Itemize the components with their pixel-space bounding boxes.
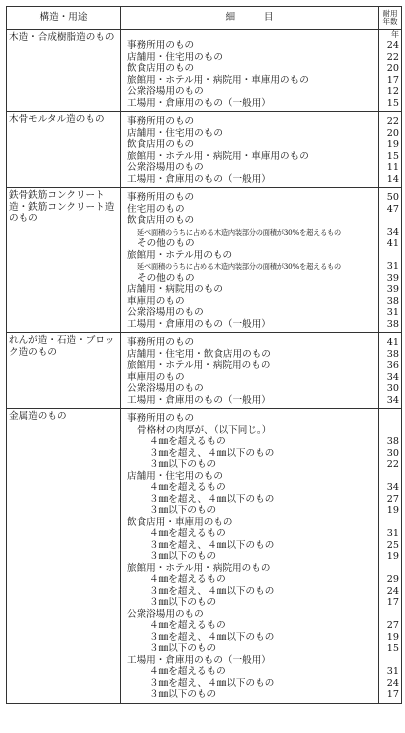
years-value: 41	[386, 337, 399, 348]
detail-item: ４㎜を超えるもの	[149, 666, 226, 677]
detail-item: ３㎜以下のもの	[149, 505, 217, 516]
detail-item: 工場用・倉庫用のもの（一般用）	[127, 654, 271, 666]
years-value: 30	[386, 447, 399, 459]
years-value: 17	[386, 597, 399, 608]
years-value: 15	[386, 643, 399, 654]
structure-cell: 木造・合成樹脂造のもの	[7, 30, 121, 112]
years-value: 12	[386, 86, 399, 97]
years-cell	[379, 409, 402, 704]
years-cell	[379, 188, 402, 333]
header-detail: 細 目	[121, 7, 379, 30]
detail-item: 事務所用のもの	[127, 413, 195, 424]
detail-item: 旅館用・ホテル用・病院用・車庫用のもの	[127, 74, 309, 86]
detail-item: ３㎜を超え、４㎜以下のもの	[149, 631, 275, 643]
years-value: 19	[386, 551, 399, 562]
detail-item: 工場用・倉庫用のもの（一般用）	[127, 318, 271, 330]
years-value: 20	[386, 127, 399, 139]
detail-item: 公衆浴場用のもの	[127, 383, 204, 394]
detail-item: 工場用・倉庫用のもの（一般用）	[127, 97, 271, 109]
years-value	[379, 655, 399, 667]
years-value: 30	[386, 383, 399, 394]
table-row	[7, 333, 402, 409]
structure-cell: 金属造のもの	[7, 409, 121, 704]
years-value	[379, 413, 399, 425]
years-cell	[379, 333, 402, 409]
detail-cell	[121, 188, 379, 333]
header-structure: 構造・用途	[7, 7, 121, 30]
years-value	[379, 563, 399, 575]
years-value: 15	[386, 150, 399, 162]
detail-item: 飲食店用・車庫用のもの	[127, 516, 233, 528]
years-value: 39	[386, 272, 399, 284]
detail-item: ４㎜を超えるもの	[149, 574, 226, 585]
detail-item: 公衆浴場用のもの	[127, 162, 204, 173]
detail-item: 飲食店用のもの	[127, 215, 195, 226]
years-value: 17	[386, 689, 399, 700]
detail-item: 旅館用・ホテル用・病院用のもの	[127, 360, 271, 371]
detail-item: 旅館用・ホテル用のもの	[127, 249, 233, 261]
detail-item: ３㎜以下のもの	[149, 597, 217, 608]
years-value: 38	[386, 295, 399, 307]
years-value	[379, 609, 399, 621]
table-row	[7, 409, 402, 704]
table-header-row	[7, 7, 402, 30]
detail-item: 事務所用のもの	[127, 40, 195, 51]
detail-item: 公衆浴場用のもの	[127, 608, 204, 620]
detail-item: ３㎜を超え、４㎜以下のもの	[149, 539, 275, 551]
years-value: 29	[386, 574, 399, 585]
years-value: 31	[386, 528, 399, 539]
table-row	[7, 188, 402, 333]
years-value: 38	[386, 318, 399, 330]
years-value: 39	[386, 284, 399, 295]
structure-cell: 鉄骨鉄筋コンクリート造・鉄筋コンクリート造のもの	[7, 188, 121, 333]
detail-item: ３㎜を超え、４㎜以下のもの	[149, 585, 275, 597]
years-value: 50	[386, 192, 399, 203]
years-value: 47	[386, 203, 399, 215]
header-years: 耐用年数	[379, 7, 402, 30]
detail-item: ３㎜を超え、４㎜以下のもの	[149, 677, 275, 689]
years-cell	[379, 30, 402, 112]
years-value: 34	[386, 482, 399, 493]
detail-item: 店舗用・住宅用のもの	[127, 51, 223, 63]
detail-cell	[121, 409, 379, 704]
detail-item: 旅館用・ホテル用・病院用・車庫用のもの	[127, 150, 309, 162]
years-value: 34	[386, 371, 399, 383]
detail-item: 店舗用・住宅用のもの	[127, 470, 223, 482]
years-value	[379, 215, 399, 227]
years-value	[379, 425, 399, 437]
detail-cell	[121, 112, 379, 188]
years-unit: 年	[391, 30, 399, 39]
detail-item: 工場用・倉庫用のもの（一般用）	[127, 173, 271, 185]
years-value	[379, 471, 399, 483]
detail-item: 車庫用のもの	[127, 371, 185, 383]
years-value: 24	[386, 585, 399, 597]
years-value: 22	[386, 116, 399, 127]
table-row	[7, 30, 402, 112]
years-value: 24	[386, 40, 399, 51]
years-value: 17	[386, 74, 399, 86]
years-cell	[379, 112, 402, 188]
years-value	[379, 250, 399, 262]
years-value: 34	[386, 394, 399, 406]
years-value: 19	[386, 139, 399, 150]
detail-cell	[121, 30, 379, 112]
years-value: 27	[386, 620, 399, 631]
years-value: 27	[386, 493, 399, 505]
years-value: 38	[386, 348, 399, 360]
years-value: 41	[386, 238, 399, 249]
detail-item: ３㎜以下のもの	[149, 459, 217, 470]
detail-item: ３㎜以下のもの	[149, 551, 217, 562]
detail-item: ３㎜を超え、４㎜以下のもの	[149, 493, 275, 505]
detail-item: 店舗用・住宅用・飲食店用のもの	[127, 348, 271, 360]
years-value: 15	[386, 97, 399, 109]
detail-item: ３㎜以下のもの	[149, 643, 217, 654]
structure-cell: れんが造・石造・ブロック造のもの	[7, 333, 121, 409]
years-value	[379, 517, 399, 529]
structure-cell: 木骨モルタル造のもの	[7, 112, 121, 188]
years-value: 31	[386, 307, 399, 318]
detail-item: 店舗用・病院用のもの	[127, 284, 223, 295]
detail-item: 旅館用・ホテル用・病院用のもの	[127, 562, 271, 574]
years-value: 38	[386, 436, 399, 447]
detail-item: 事務所用のもの	[127, 337, 195, 348]
years-value: 31	[386, 261, 399, 272]
table-row	[7, 112, 402, 188]
detail-item: 工場用・倉庫用のもの（一般用）	[127, 394, 271, 406]
detail-item: 飲食店用のもの	[127, 63, 195, 74]
detail-item: ４㎜を超えるもの	[149, 620, 226, 631]
detail-item: ４㎜を超えるもの	[149, 436, 226, 447]
years-value: 22	[386, 51, 399, 63]
detail-item: その他のもの	[137, 272, 195, 284]
detail-item: 延べ面積のうちに占める木造内装部分の面積が30%を超えるもの	[137, 262, 342, 271]
years-value: 19	[386, 505, 399, 516]
years-value: 22	[386, 459, 399, 470]
detail-item: ４㎜を超えるもの	[149, 528, 226, 539]
detail-item: 骨格材の肉厚が、（以下同じ。）	[137, 424, 272, 436]
detail-item: ４㎜を超えるもの	[149, 482, 226, 493]
years-value: 14	[386, 173, 399, 185]
years-value: 31	[386, 666, 399, 677]
detail-item: 店舗用・住宅用のもの	[127, 127, 223, 139]
detail-item: ３㎜を超え、４㎜以下のもの	[149, 447, 275, 459]
detail-item: その他のもの	[137, 238, 195, 249]
detail-item: ３㎜以下のもの	[149, 689, 217, 700]
years-value: 34	[386, 226, 399, 238]
table-body	[7, 30, 402, 704]
detail-item: 事務所用のもの	[127, 192, 195, 203]
detail-item: 事務所用のもの	[127, 116, 195, 127]
years-value: 19	[386, 631, 399, 643]
detail-item: 飲食店用のもの	[127, 139, 195, 150]
years-value: 24	[386, 677, 399, 689]
detail-item: 車庫用のもの	[127, 295, 185, 307]
detail-cell	[121, 333, 379, 409]
years-value: 11	[386, 162, 399, 173]
detail-item: 延べ面積のうちに占める木造内装部分の面積が30%を超えるもの	[137, 227, 342, 237]
years-value: 36	[386, 360, 399, 371]
useful-life-table	[6, 6, 402, 704]
years-value: 20	[386, 63, 399, 74]
years-value: 25	[386, 539, 399, 551]
detail-item: 公衆浴場用のもの	[127, 86, 204, 97]
detail-item: 公衆浴場用のもの	[127, 307, 204, 318]
detail-item: 住宅用のもの	[127, 203, 185, 215]
